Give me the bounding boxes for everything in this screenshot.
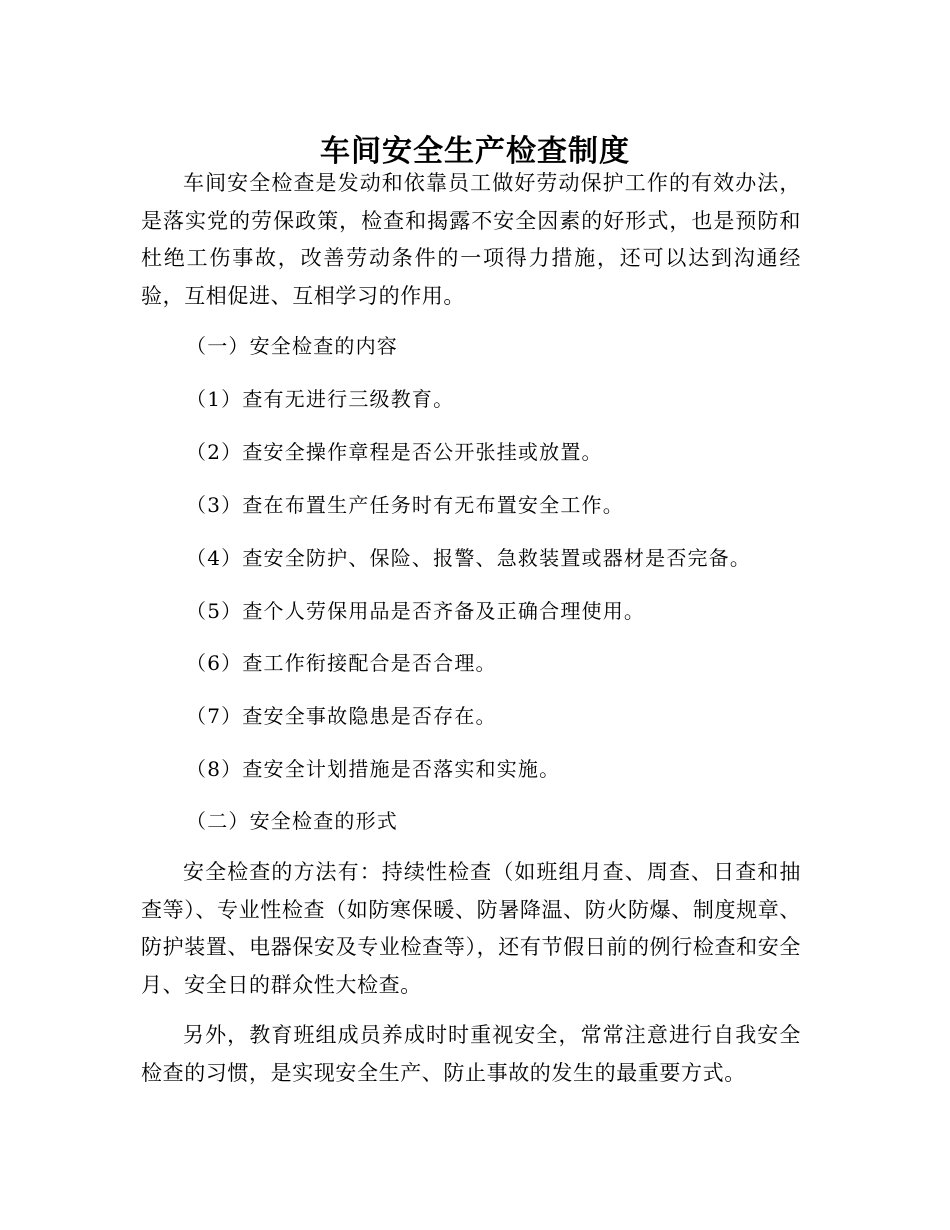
check-item-5: （5）查个人劳保用品是否齐备及正确合理使用。 <box>186 599 646 623</box>
check-item-7: （7）查安全事故隐患是否存在。 <box>186 704 497 728</box>
closing-paragraph: 另外，教育班组成员养成时时重视安全，常常注意进行自我安全检查的习惯，是实现安全生产、防止事故的发生的最重要方式。 <box>141 1023 801 1085</box>
intro-paragraph: 车间安全检查是发动和依靠员工做好劳动保护工作的有效办法，是落实党的劳保政策，检查和揭露不安全因素的好形式，也是预防和杜绝工伤事故，改善劳动条件的一项得力措施，还可以达到沟通经验，互相促进、互相学习的作用。 <box>141 171 801 308</box>
check-item-3: （3）查在布置生产任务时有无布置安全工作。 <box>186 493 624 517</box>
methods-paragraph: 安全检查的方法有：持续性检查（如班组月查、周查、日查和抽查等）、专业性检查（如防寒保暖、防暑降温、防火防爆、制度规章、防护装置、电器保安及专业检查等），还有节假日前的例行检查和安全月、安全日的群众性大检查。 <box>141 860 801 997</box>
section-heading-content: （一）安全检查的内容 <box>186 334 398 358</box>
check-item-4: （4）查安全防护、保险、报警、急救装置或器材是否完备。 <box>186 546 752 570</box>
check-item-1: （1）查有无进行三级教育。 <box>186 387 455 411</box>
check-item-6: （6）查工作衔接配合是否合理。 <box>186 651 497 675</box>
check-item-8: （8）查安全计划措施是否落实和实施。 <box>186 757 561 781</box>
document-title: 车间安全生产检查制度 <box>320 134 630 170</box>
section-heading-forms: （二）安全检查的形式 <box>186 809 398 833</box>
check-item-2: （2）查安全操作章程是否公开张挂或放置。 <box>186 440 603 464</box>
